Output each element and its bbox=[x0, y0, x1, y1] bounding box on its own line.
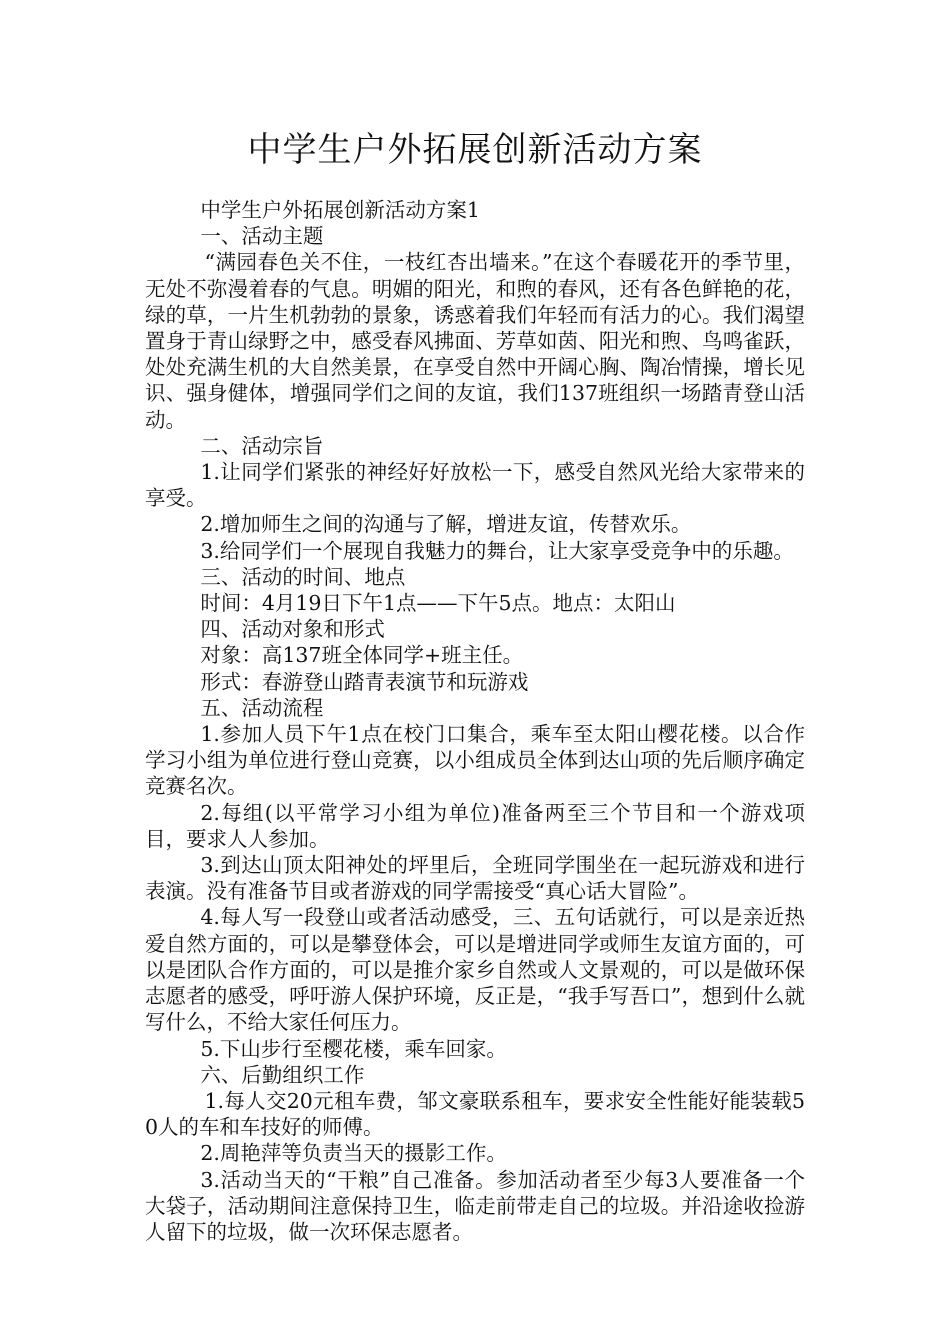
process-item-4: 4.每人写一段登山或者活动感受，三、五句话就行，可以是亲近热爱自然方面的，可以是攀登体会，可以是增进同学或师生友谊方面的，可以是团队合作方面的，可以是推介家乡自然或人文景观的，可以是做环保志愿者的感受，呼吁游人保护环境，反正是，“我手写吾口”，想到什么就写什么，不给大家任何压力。 bbox=[145, 905, 805, 1035]
process-item-3: 3.到达山顶太阳神处的坪里后，全班同学围坐在一起玩游戏和进行表演。没有准备节目或者游戏的同学需接受“真心话大冒险”。 bbox=[145, 853, 805, 904]
process-item-2: 2.每组(以平常学习小组为单位)准备两至三个节目和一个游戏项目，要求人人参加。 bbox=[145, 800, 805, 851]
purpose-item-3: 3.给同学们一个展现自我魅力的舞台，让大家享受竞争中的乐趣。 bbox=[200, 538, 794, 563]
purpose-item-2: 2.增加师生之间的沟通与了解，增进友谊，传替欢乐。 bbox=[200, 512, 692, 537]
section-heading-process: 五、活动流程 bbox=[200, 695, 324, 720]
format-line: 形式：春游登山踏青表演节和玩游戏 bbox=[200, 669, 529, 694]
logistics-item-2: 2.周艳萍等负责当天的摄影工作。 bbox=[200, 1141, 507, 1166]
process-item-5: 5.下山步行至樱花楼，乘车回家。 bbox=[200, 1036, 507, 1061]
section-heading-logistics: 六、后勤组织工作 bbox=[200, 1062, 365, 1087]
document-body bbox=[145, 197, 805, 1245]
process-item-1: 1.参加人员下午1点在校门口集合，乘车至太阳山樱花楼。以合作学习小组为单位进行登山竞赛，以小组成员全体到达山项的先后顺序确定竞赛名次。 bbox=[145, 722, 805, 799]
section-heading-participants: 四、活动对象和形式 bbox=[200, 617, 385, 642]
time-place-line: 时间：4月19日下午1点——下午5点。地点：太阳山 bbox=[200, 591, 676, 616]
theme-paragraph: “满园春色关不住，一枝红杏出墙来。”在这个春暖花开的季节里，无处不弥漫着春的气息。明媚的阳光，和煦的春风，还有各色鲜艳的花，绿的草，一片生机勃勃的景象，诱惑着我们年轻而有活力的心。我们渴望置身于青山绿野之中，感受春风拂面、芳草如茵、阳光和煦、鸟鸣雀跃，处处充满生机的大自然美景，在享受自然中开阔心胸、陶冶情操，增长见识、强身健体，增强同学们之间的友谊，我们137班组织一场踏青登山活动。 bbox=[145, 250, 805, 432]
plan-subtitle: 中学生户外拓展创新活动方案1 bbox=[200, 198, 480, 222]
purpose-item-1: 1.让同学们紧张的神经好好放松一下，感受自然风光给大家带来的享受。 bbox=[145, 460, 805, 511]
section-heading-time-place: 三、活动的时间、地点 bbox=[200, 564, 406, 589]
section-heading-purpose: 二、活动宗旨 bbox=[200, 433, 324, 458]
logistics-item-1: 1.每人交20元租车费，邹文豪联系租车，要求安全性能好能装载50人的车和车技好的师傅。 bbox=[145, 1088, 805, 1140]
logistics-item-3: 3.活动当天的“干粮”自己准备。参加活动者至少每3人要准备一个大袋子，活动期间注意保持卫生，临走前带走自己的垃圾。并沿途收捡游人留下的垃圾，做一次环保志愿者。 bbox=[145, 1167, 805, 1244]
document-title: 中学生户外拓展创新活动方案 bbox=[247, 130, 703, 170]
participants-line: 对象：高137班全体同学+班主任。 bbox=[200, 643, 524, 668]
section-heading-theme: 一、活动主题 bbox=[200, 224, 324, 249]
